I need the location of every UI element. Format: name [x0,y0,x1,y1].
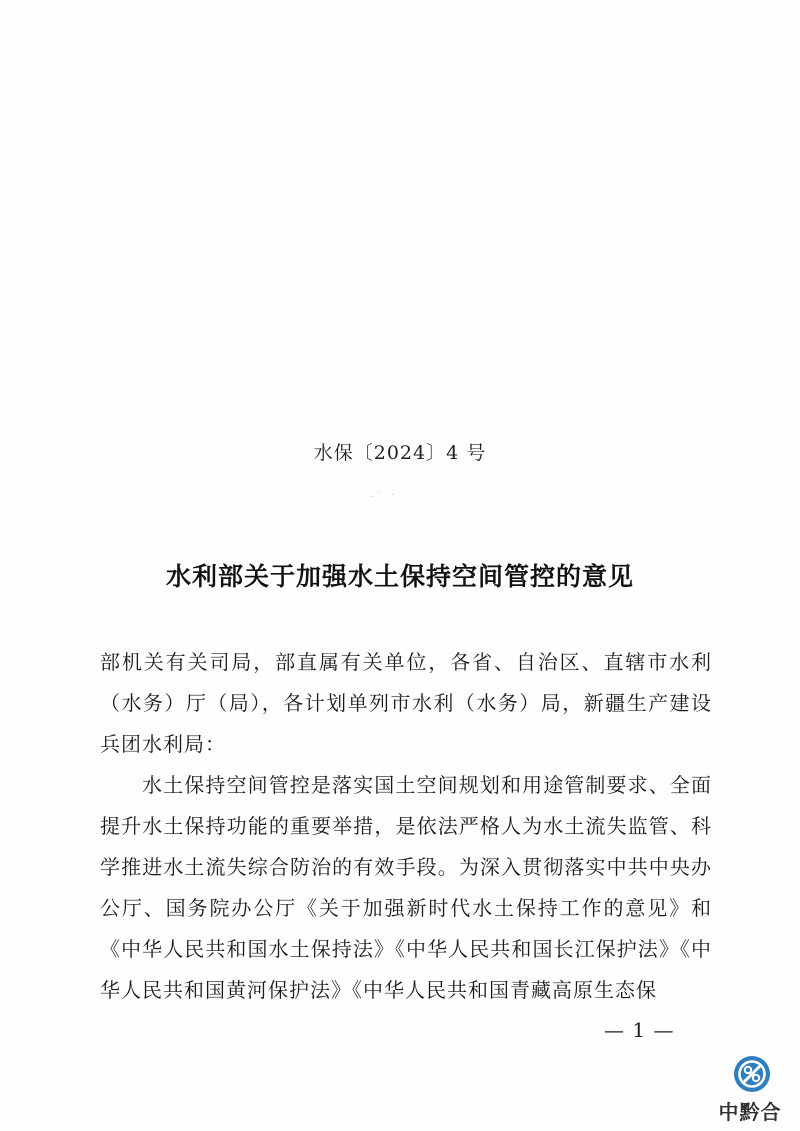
document-number: 水保〔2024〕4 号 [313,442,487,464]
page-number: — 1 — [604,1018,675,1042]
logo-text: 中黔合 [718,1100,782,1124]
addressee-paragraph: 部机关有关司局，部直属有关单位，各省、自治区、直辖市水利（水务）厅（局），各计划单列市水利（水务）局，新疆生产建设兵团水利局： [100,650,712,756]
scan-speckle [392,494,394,495]
watermark-logo [700,1050,800,1131]
scan-speckle [371,496,373,497]
scan-speckle [378,492,380,493]
document-body [100,642,712,1011]
logo-circle-icon [732,1054,772,1094]
body-paragraph: 水土保持空间管控是落实国土空间规划和用途管制要求、全面提升水土保持功能的重要举措，是依法严格人为水土流失监管、科学推进水土流失综合防治的有效手段。为深入贯彻落实中共中央办公厅、国务院办公厅《关于加强新时代水土保持工作的意见》和《中华人民共和国水土保持法》《中华人民共和国长江保护法》《中华人民共和国黄河保护法》《中华人民共和国青藏高原生态保 [100,773,712,1002]
document-title: 水利部关于加强水土保持空间管控的意见 [165,562,634,591]
